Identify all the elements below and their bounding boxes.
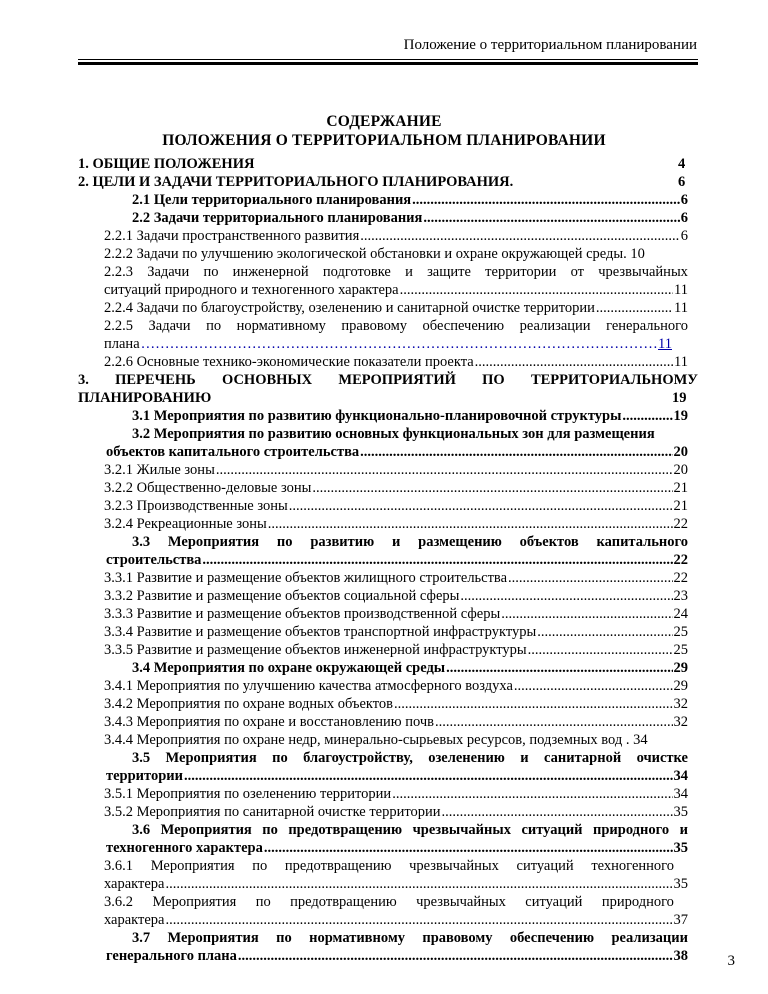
toc-entry-page: 35	[673, 804, 688, 820]
toc-entry-3	[78, 371, 698, 389]
toc-entry-word: по	[262, 822, 278, 838]
toc-entry-word: Мероприятия	[160, 822, 252, 838]
toc-entry-word: размещению	[418, 534, 502, 550]
toc-entry-page[interactable]: 11	[658, 336, 672, 352]
toc-entry-text: 3.5.2 Мероприятия по санитарной очистке территории	[104, 804, 441, 820]
toc-entry-word: обеспечению	[509, 930, 595, 946]
toc-entry-page: 34	[673, 768, 688, 784]
toc-entry-word: Задачи	[147, 264, 190, 280]
toc-entry-word: нормативному	[236, 318, 326, 334]
toc-entry-text: 3.3.4 Развитие и размещение объектов транспортной инфраструктуры	[104, 624, 537, 640]
toc-entry-page: 24	[673, 606, 688, 622]
toc-entry-word: Мероприятия	[165, 750, 257, 766]
toc-entry-page: 10	[630, 246, 645, 262]
toc-entry-text: генерального плана	[106, 948, 237, 964]
toc-entry-3-2-3	[104, 497, 688, 515]
toc-entry-text: 2.2.1 Задачи пространственного развития	[104, 228, 360, 244]
toc-entry-3-3-2	[104, 587, 688, 605]
toc-entry-word: правовому	[341, 318, 408, 334]
toc-entry-word: Мероприятия	[167, 534, 260, 550]
toc-entry-page: 32	[673, 696, 688, 712]
toc-entry-page: 29	[673, 660, 688, 676]
toc-entry-word: очистке	[636, 750, 688, 766]
toc-entry-3-7	[132, 929, 688, 947]
toc-entry-3-3-cont	[106, 551, 688, 569]
toc-entry-text: 3.3.5 Развитие и размещение объектов инженерной инфраструктуры	[104, 642, 527, 658]
toc-entry-1	[78, 155, 698, 173]
toc-entry-text: 3.3.3 Развитие и размещение объектов производственной сферы	[104, 606, 501, 622]
toc-entry-text: 3.2.1 Жилые зоны	[104, 462, 215, 478]
toc-entry-word: 3.7	[132, 930, 151, 946]
toc-entry-page: 34	[673, 786, 688, 802]
toc-entry-word: реализации	[519, 318, 591, 334]
toc-entry-word: ПО	[482, 372, 505, 388]
toc-entry-page: 21	[673, 498, 688, 514]
toc-entry-text: территории	[106, 768, 183, 784]
toc-entry-text: техногенного характера	[106, 840, 263, 856]
toc-entry-word: по	[203, 264, 219, 280]
toc-entry-word: озеленению	[428, 750, 505, 766]
toc-entry-word: и	[679, 822, 688, 838]
toc-entry-word: капитального	[596, 534, 688, 550]
toc-entry-word: 3.5	[132, 750, 151, 766]
toc-entry-word: 2.2.5	[104, 318, 133, 334]
toc-entry-text: плана	[104, 336, 140, 352]
toc-entry-word: Мероприятия	[150, 858, 235, 874]
toc-entry-page: 20	[673, 444, 688, 460]
toc-entry-page: 11	[674, 282, 688, 298]
toc-entry-text: характера	[104, 876, 165, 892]
toc-entry-word: чрезвычайных	[409, 858, 499, 874]
toc-entry-word: Мероприятия	[167, 930, 259, 946]
toc-entry-3-2-cont	[106, 443, 688, 461]
toc-entry-2-2-5-link[interactable]	[104, 335, 672, 353]
toc-entry-word: 2.2.3	[104, 264, 133, 280]
toc-entry-3-4	[132, 659, 688, 677]
toc-entry-page: 22	[673, 552, 688, 568]
toc-entry-3-5	[132, 749, 688, 767]
toc-entry-text: 2. ЦЕЛИ И ЗАДАЧИ ТЕРРИТОРИАЛЬНОГО ПЛАНИРОВАНИЯ.	[78, 174, 514, 190]
toc-entry-page: 29	[673, 678, 688, 694]
toc-entry-3-5-cont	[106, 767, 688, 785]
toc-entry-2-1	[132, 191, 688, 209]
toc-entry-text: 2.2.2 Задачи по улучшению экологической обстановки и охране окружающей среды.	[104, 246, 627, 262]
toc-entry-word: по	[276, 534, 293, 550]
toc-entry-3-2-2	[104, 479, 688, 497]
toc-entry-3-6-1-cont	[104, 875, 688, 893]
toc-entry-word: санитарной	[544, 750, 622, 766]
toc-entry-word: объектов	[519, 534, 579, 550]
toc-entry-3-3-4	[104, 623, 688, 641]
running-header: Положение о территориальном планировании	[403, 37, 697, 53]
toc-entry-text: 3.3.1 Развитие и размещение объектов жилищного строительства	[104, 570, 508, 586]
toc-entry-text: 3.3.2 Развитие и размещение объектов социальной сферы	[104, 588, 460, 604]
toc-entry-page: 34	[633, 732, 648, 748]
toc-entry-word: генерального	[606, 318, 688, 334]
toc-entry-word: и	[520, 750, 529, 766]
toc-entry-page: 21	[673, 480, 688, 496]
toc-entry-word: обеспечению	[422, 318, 505, 334]
toc-entry-word: по	[255, 894, 271, 910]
toc-entry-3-cont	[78, 389, 698, 407]
toc-entry-text: 2.2.4 Задачи по благоустройству, озеленению и санитарной очистке территории	[104, 300, 595, 316]
toc-entry-text: 3.5.1 Мероприятия по озеленению территории	[104, 786, 392, 802]
toc-entry-word: и	[405, 264, 413, 280]
toc-entry-2-2-3-cont	[104, 281, 688, 299]
toc-entry-text: 3.2.4 Рекреационные зоны	[104, 516, 267, 532]
toc-entry-2-2-3	[104, 263, 688, 281]
toc-entry-word: ОСНОВНЫХ	[222, 372, 313, 388]
toc-entry-text: объектов капитального строительства	[106, 444, 360, 460]
toc-title: СОДЕРЖАНИЕ	[326, 113, 442, 130]
toc-entry-3-5-1	[104, 785, 688, 803]
toc-entry-text: 2.2.6 Основные технико-экономические показатели проекта	[104, 354, 474, 370]
toc-entry-word: техногенного	[591, 858, 674, 874]
toc-entry-word: нормативному	[309, 930, 405, 946]
toc-entry-word: по	[276, 930, 292, 946]
toc-entry-3-2-1	[104, 461, 688, 479]
toc-entry-word: правовому	[422, 930, 493, 946]
toc-entry-text: 3.2 Мероприятия по развитию основных функциональных зон для размещения	[132, 426, 655, 442]
toc-entry-page: 6	[680, 210, 688, 226]
toc-entry-text: 1. ОБЩИЕ ПОЛОЖЕНИЯ	[78, 156, 255, 172]
toc-entry-text: 3.1 Мероприятия по развитию функционально-планировочной структуры	[132, 408, 622, 424]
toc-entry-3-3-5	[104, 641, 688, 659]
toc-entry-2-2-4	[104, 299, 688, 317]
toc-entry-3-5-2	[104, 803, 688, 821]
toc-subtitle: ПОЛОЖЕНИЯ О ТЕРРИТОРИАЛЬНОМ ПЛАНИРОВАНИИ	[162, 132, 606, 149]
toc-entry-3-3-3	[104, 605, 688, 623]
toc-entry-word: Мероприятия	[152, 894, 237, 910]
toc-entry-word: природного	[593, 822, 670, 838]
toc-entry-word: подготовке	[322, 264, 391, 280]
page-number: 3	[727, 953, 735, 969]
toc-entry-3-3	[132, 533, 688, 551]
toc-entry-word: благоустройству,	[303, 750, 413, 766]
toc-entry-word: предотвращению	[284, 858, 392, 874]
toc-entry-3-6-2-cont	[104, 911, 688, 929]
toc-entry-3-4-1	[104, 677, 688, 695]
toc-entry-2-2-5	[104, 317, 688, 335]
toc-entry-page: 35	[673, 876, 688, 892]
toc-entry-word: защите	[427, 264, 471, 280]
toc-entry-word: чрезвычайных	[416, 894, 506, 910]
toc-entry-text: 2.1 Цели территориального планирования	[132, 192, 412, 208]
toc-entry-word: развитию	[310, 534, 375, 550]
toc-entry-word: Задачи	[148, 318, 191, 334]
toc-entry-word: ПЕРЕЧЕНЬ	[115, 372, 196, 388]
toc-entry-page: 32	[673, 714, 688, 730]
toc-entry-word: чрезвычайных	[598, 264, 688, 280]
toc-entry-page: 25	[673, 624, 688, 640]
toc-entry-word: 3.6	[132, 822, 151, 838]
toc-entry-word: 3.6.2	[104, 894, 133, 910]
toc-entry-word: предотвращению	[288, 822, 403, 838]
toc-entry-word: по	[252, 858, 268, 874]
toc-entry-3-6	[132, 821, 688, 839]
toc-entry-3-4-3	[104, 713, 688, 731]
toc-entry-page: 38	[673, 948, 688, 964]
toc-entry-word: и	[392, 534, 401, 550]
toc-entry-3-2-4	[104, 515, 688, 533]
toc-entry-word: ситуаций	[525, 894, 583, 910]
toc-entry-text: 3.4 Мероприятия по охране окружающей среды	[132, 660, 446, 676]
toc-entry-2-2-2	[104, 245, 694, 263]
toc-entry-3-6-2	[104, 893, 674, 911]
toc-entry-text: 3.4.2 Мероприятия по охране водных объектов	[104, 696, 394, 712]
toc-entry-3-4-2	[104, 695, 688, 713]
toc-entry-2-2-6	[104, 353, 688, 371]
toc-entry-word: ТЕРРИТОРИАЛЬНОМУ	[530, 372, 698, 388]
toc-entry-2	[78, 173, 698, 191]
toc-entry-word: ситуаций	[521, 822, 583, 838]
toc-entry-text: 3.4.4 Мероприятия по охране недр, минерально-сырьевых ресурсов, подземных вод .	[104, 732, 630, 748]
toc-entry-word: 3.3	[132, 534, 151, 550]
toc-entry-page: 22	[673, 570, 688, 586]
toc-entry-word: по	[206, 318, 222, 334]
toc-entry-3-6-cont	[106, 839, 688, 857]
toc-entry-3-2	[132, 425, 692, 443]
toc-entry-2-2	[132, 209, 688, 227]
toc-entry-2-2-1	[104, 227, 688, 245]
toc-entry-3-4-4	[104, 731, 694, 749]
toc-entry-3-7-cont	[106, 947, 688, 965]
toc-entry-page: 37	[673, 912, 688, 928]
toc-entry-page: 19	[673, 408, 688, 424]
toc-entry-word: природного	[601, 894, 674, 910]
toc-entry-text: ПЛАНИРОВАНИЮ	[78, 390, 212, 406]
toc-entry-text: строительства	[106, 552, 202, 568]
toc-entry-text: 3.4.1 Мероприятия по улучшению качества атмосферного воздуха	[104, 678, 513, 694]
toc-entry-text: характера	[104, 912, 165, 928]
toc-entry-word: 3.6.1	[104, 858, 133, 874]
toc-entry-word: чрезвычайных	[412, 822, 511, 838]
toc-entry-page: 35	[673, 840, 688, 856]
toc-entry-text: 3.2.3 Производственные зоны	[104, 498, 288, 514]
toc-entry-text: ситуаций природного и техногенного характера	[104, 282, 399, 298]
toc-entry-text: 2.2 Задачи территориального планирования	[132, 210, 423, 226]
toc-entry-3-3-1	[104, 569, 688, 587]
toc-entry-word: предотвращению	[290, 894, 397, 910]
toc-entry-page: 23	[673, 588, 688, 604]
toc-entry-page: 19	[672, 390, 687, 406]
toc-entry-word: от	[570, 264, 584, 280]
toc-entry-page: 4	[678, 156, 686, 172]
toc-entry-word: территории	[485, 264, 557, 280]
toc-entry-page: 22	[673, 516, 688, 532]
toc-entry-page: 6	[680, 228, 688, 244]
toc-entry-text: 3.4.3 Мероприятия по охране и восстановлению почв	[104, 714, 435, 730]
toc-entry-page: 11	[674, 300, 688, 316]
toc-entry-page: 6	[678, 174, 686, 190]
toc-entry-page: 6	[680, 192, 688, 208]
toc-entry-page: 11	[674, 354, 688, 370]
toc-entry-word: МЕРОПРИЯТИЙ	[338, 372, 456, 388]
toc-entry-text: 3.2.2 Общественно-деловые зоны	[104, 480, 312, 496]
toc-entry-word: по	[272, 750, 288, 766]
toc-entry-word: ситуаций	[516, 858, 574, 874]
toc-entry-word: 3.	[78, 372, 89, 388]
toc-entry-3-1	[132, 407, 688, 425]
toc-entry-word: реализации	[611, 930, 688, 946]
toc-entry-word: инженерной	[232, 264, 309, 280]
toc-entry-page: 20	[673, 462, 688, 478]
toc-entry-page: 25	[673, 642, 688, 658]
toc-entry-3-6-1	[104, 857, 674, 875]
